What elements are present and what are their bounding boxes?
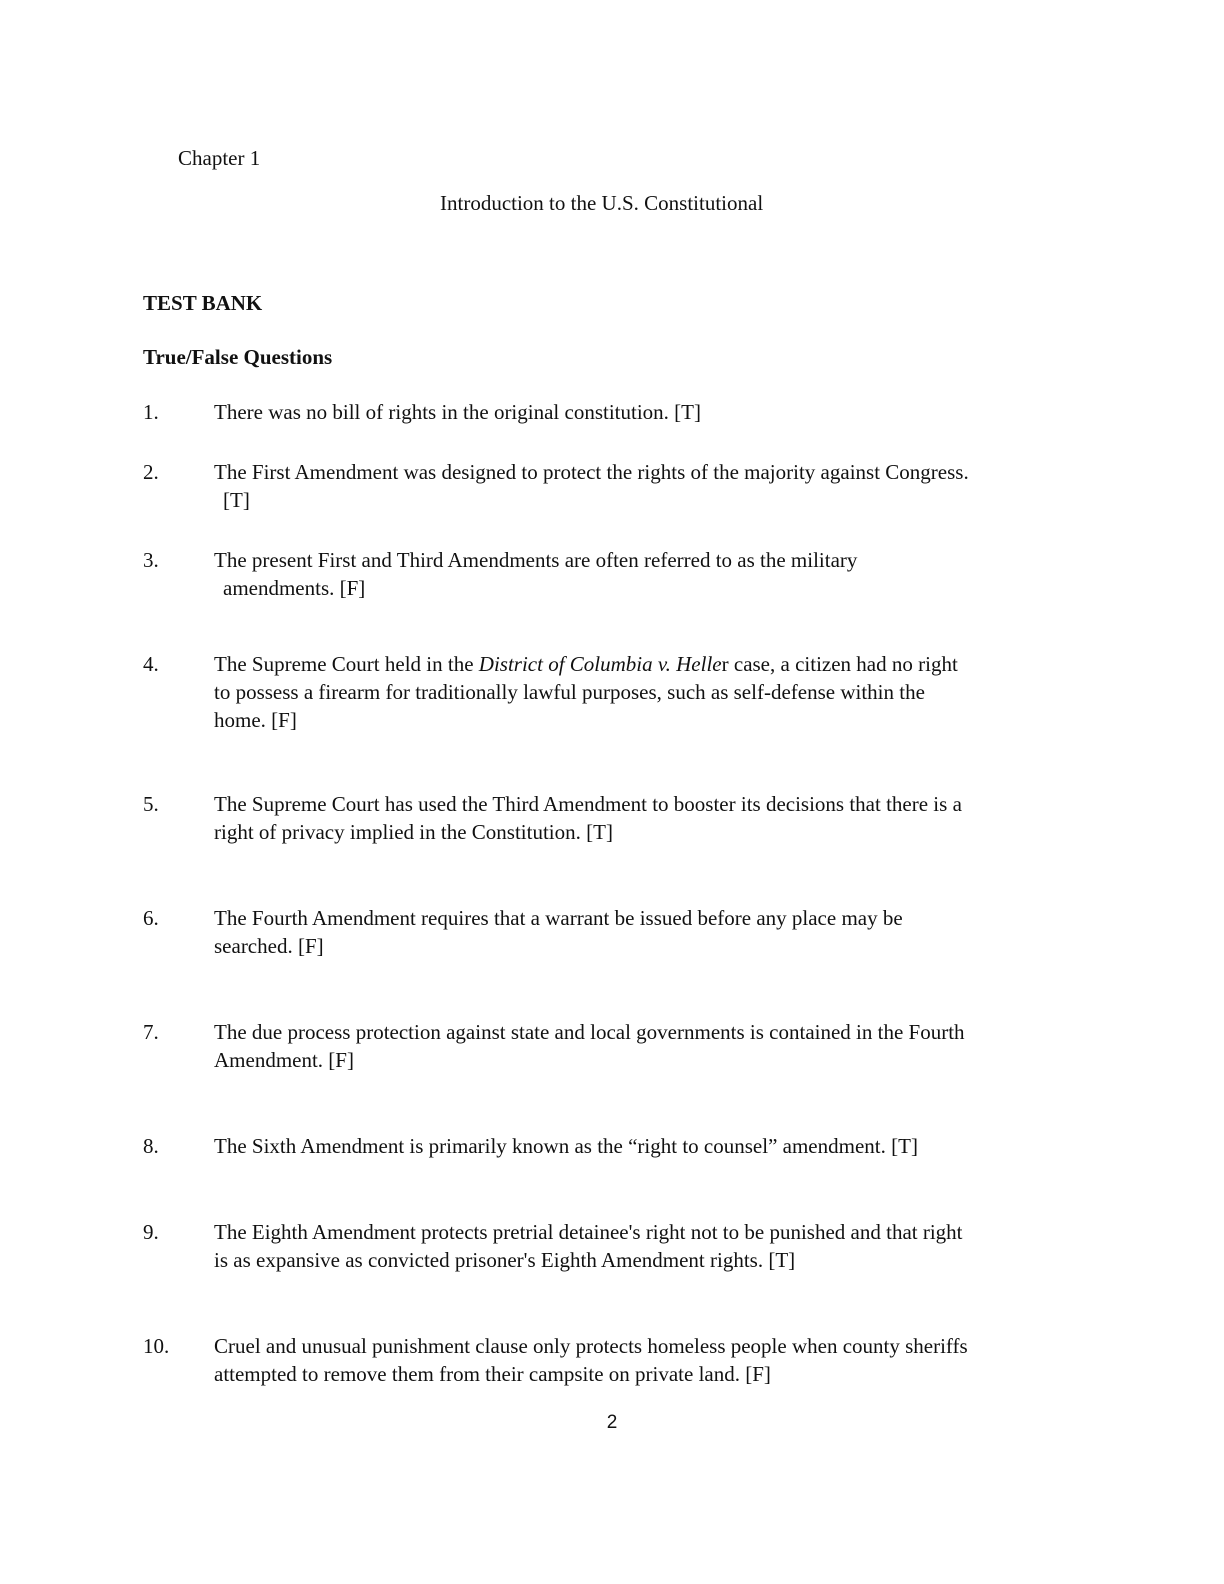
question-number: 9. [143,1220,159,1244]
document-title: Introduction to the U.S. Constitutional [440,191,764,215]
question-number: 2. [143,460,159,484]
case-name-italic: District of Columbia v. Helle [478,652,722,676]
question-text: The Eighth Amendment protects pretrial detainee's right not to be punished and that right [214,1220,963,1244]
question-text-continued: home. [F] [214,708,297,732]
question-text-continued: is as expansive as convicted prisoner's Eighth Amendment rights. [T] [214,1248,796,1272]
question-text-continued: attempted to remove them from their campsite on private land. [F] [214,1362,771,1386]
question-text-continued: Amendment. [F] [214,1048,354,1072]
question-number: 6. [143,906,159,930]
question-text [214,650,1084,678]
question-text-continued: to possess a firearm for traditionally lawful purposes, such as self-defense within the [214,680,925,704]
question-number: 10. [143,1334,170,1358]
question-text: The due process protection against state and local governments is contained in the Fourth [214,1020,965,1044]
question-text: Cruel and unusual punishment clause only protects homeless people when county sheriffs [214,1334,968,1358]
question-text-plain: r case, a citizen had no right [721,652,958,676]
question-number: 1. [143,400,159,424]
question-text-plain: The Supreme Court held in the [214,652,479,676]
chapter-label: Chapter 1 [178,146,261,170]
question-text: There was no bill of rights in the original constitution. [T] [214,400,701,424]
question-number: 7. [143,1020,159,1044]
question-answer: [T] [223,488,250,512]
question-number: 5. [143,792,159,816]
subsection-heading: True/False Questions [143,345,333,369]
question-text: The Sixth Amendment is primarily known as the “right to counsel” amendment. [T] [214,1134,918,1158]
question-text-continued: amendments. [F] [223,576,366,600]
question-number: 8. [143,1134,159,1158]
question-number: 4. [143,652,159,676]
question-text: The First Amendment was designed to protect the rights of the majority against Congress. [214,460,969,484]
question-text: The Fourth Amendment requires that a warrant be issued before any place may be [214,906,903,930]
section-heading: TEST BANK [143,291,263,315]
question-text-continued: right of privacy implied in the Constitution. [T] [214,820,613,844]
page-number: 2 [606,1412,618,1433]
question-text: The Supreme Court has used the Third Amendment to booster its decisions that there is a [214,792,962,816]
question-text-continued: searched. [F] [214,934,324,958]
question-text: The present First and Third Amendments are often referred to as the military [214,548,858,572]
question-number: 3. [143,548,159,572]
